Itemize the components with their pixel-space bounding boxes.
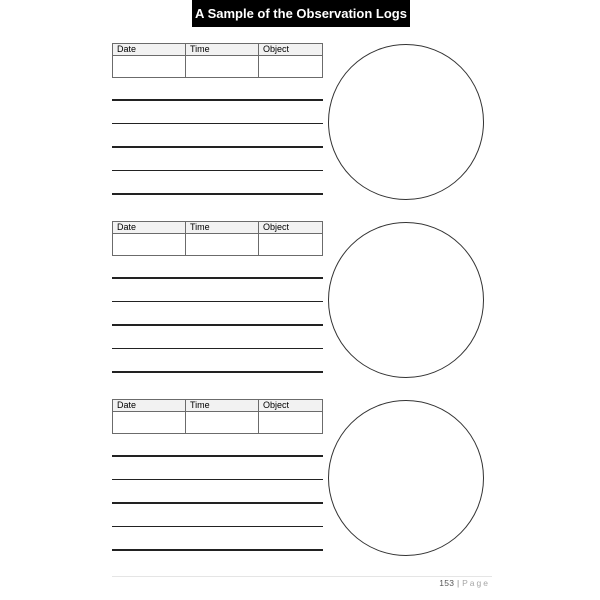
object-cell [259, 56, 323, 78]
time-cell [186, 412, 259, 434]
footer-divider [112, 576, 492, 577]
time-cell [186, 56, 259, 78]
log-info-table [112, 399, 323, 434]
note-line [112, 502, 323, 504]
date-cell [113, 234, 186, 256]
observation-log-2 [112, 221, 492, 381]
observation-log-3 [112, 399, 492, 559]
note-line [112, 123, 323, 125]
time-header: Time [186, 44, 259, 56]
note-line [112, 193, 323, 195]
object-header: Object [259, 400, 323, 412]
notes-lines [112, 277, 323, 395]
sketch-circle [328, 400, 484, 556]
sketch-circle [328, 44, 484, 200]
footer-separator: | [456, 578, 460, 588]
note-line [112, 371, 323, 373]
observation-log-1 [112, 43, 492, 203]
note-line [112, 99, 323, 101]
note-line [112, 277, 323, 279]
note-line [112, 455, 323, 457]
notes-lines [112, 455, 323, 573]
date-cell [113, 412, 186, 434]
page-footer [439, 578, 490, 588]
time-header: Time [186, 222, 259, 234]
log-info-table [112, 221, 323, 256]
date-header: Date [113, 44, 186, 56]
note-line [112, 146, 323, 148]
sketch-circle [328, 222, 484, 378]
object-header: Object [259, 222, 323, 234]
time-cell [186, 234, 259, 256]
notes-lines [112, 99, 323, 217]
note-line [112, 324, 323, 326]
object-cell [259, 412, 323, 434]
time-header: Time [186, 400, 259, 412]
note-line [112, 479, 323, 481]
date-header: Date [113, 222, 186, 234]
page-label: Page [462, 578, 490, 588]
date-cell [113, 56, 186, 78]
page-title: A Sample of the Observation Logs [192, 0, 410, 27]
note-line [112, 170, 323, 172]
object-cell [259, 234, 323, 256]
note-line [112, 549, 323, 551]
note-line [112, 348, 323, 350]
note-line [112, 526, 323, 528]
log-info-table [112, 43, 323, 78]
object-header: Object [259, 44, 323, 56]
date-header: Date [113, 400, 186, 412]
page-number: 153 [439, 578, 455, 588]
note-line [112, 301, 323, 303]
